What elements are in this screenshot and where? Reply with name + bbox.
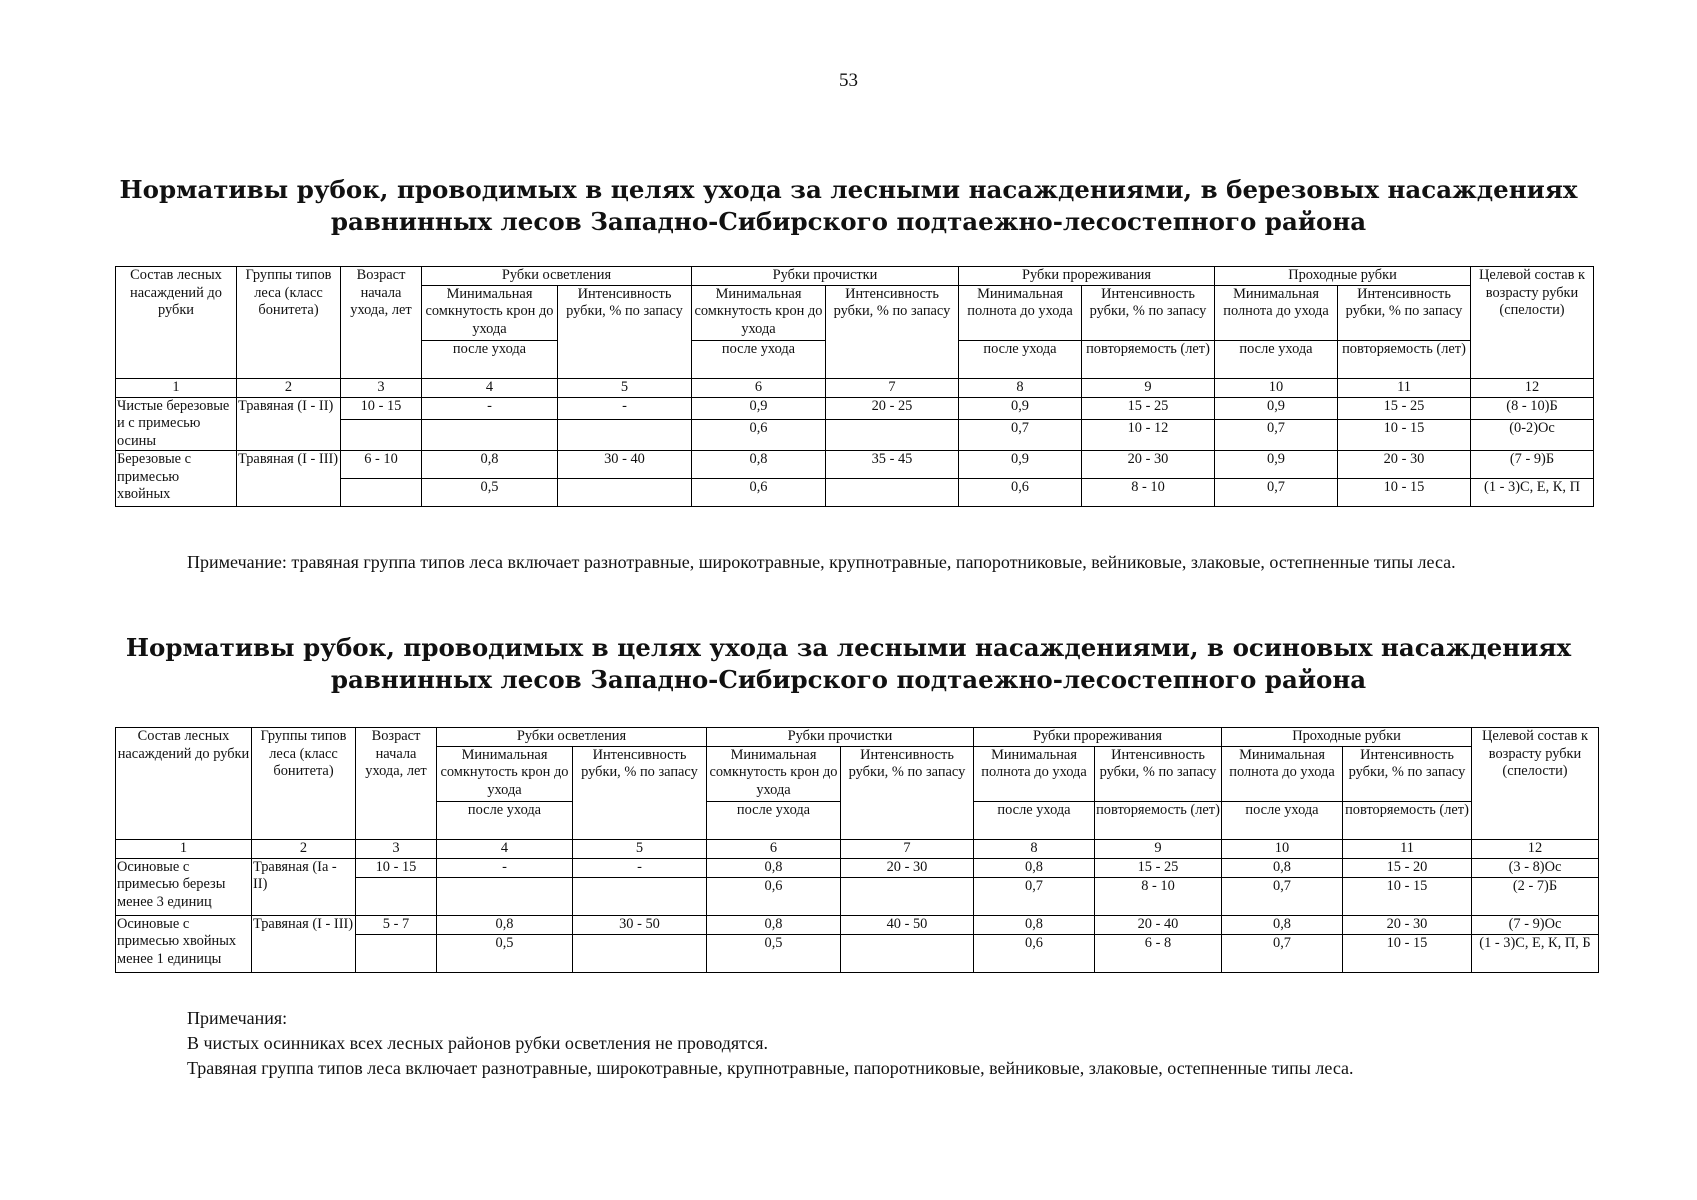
age-cell: 5 - 7 <box>356 915 437 934</box>
col-number: 5 <box>573 839 707 858</box>
data-cell: 20 - 30 <box>1082 451 1215 479</box>
age-cell: 6 - 10 <box>341 451 422 479</box>
data-cell <box>558 479 692 507</box>
header-row <box>116 728 1599 747</box>
data-cell: 15 - 25 <box>1095 858 1222 877</box>
section2-title-line1: Нормативы рубок, проводимых в целях ухода за лесными насаждениями, в осиновых насаждениях <box>125 633 1572 662</box>
col-number: 6 <box>692 378 826 397</box>
col-number: 8 <box>974 839 1095 858</box>
data-cell: 35 - 45 <box>826 451 959 479</box>
col-number: 3 <box>341 378 422 397</box>
header-intensity: Интенсивность рубки, % по запасу <box>826 285 959 378</box>
data-cell <box>437 877 573 915</box>
age-cell <box>356 934 437 972</box>
col-number: 11 <box>1338 378 1471 397</box>
header-start-age: Возраст начала ухода, лет <box>356 728 437 840</box>
header-composition: Состав лесных насаждений до рубки <box>116 728 252 840</box>
notes-heading: Примечания: <box>187 1008 288 1028</box>
note-line: В чистых осинниках всех лесных районов рубки осветления не проводятся. <box>187 1033 769 1053</box>
data-cell <box>841 934 974 972</box>
header-min-closure: Минимальная сомкнутость крон до ухода <box>422 285 558 340</box>
page-number: 53 <box>839 70 858 91</box>
target-cell: (1 - 3)С, Е, К, П <box>1471 479 1594 507</box>
col-number: 9 <box>1082 378 1215 397</box>
target-cell: (8 - 10)Б <box>1471 397 1594 420</box>
header-intensity: Интенсивность рубки, % по запасу <box>1095 746 1222 801</box>
data-cell: 10 - 15 <box>1338 420 1471 451</box>
header-target: Целевой состав к возрасту рубки (спелости) <box>1471 267 1594 379</box>
col-number: 4 <box>437 839 573 858</box>
data-cell: 30 - 50 <box>573 915 707 934</box>
data-cell: 0,8 <box>1222 915 1343 934</box>
data-cell <box>826 420 959 451</box>
header-row <box>116 267 1594 286</box>
header-intensity: Интенсивность рубки, % по запасу <box>1082 285 1215 340</box>
data-cell: 10 - 15 <box>1343 877 1472 915</box>
col-number: 3 <box>356 839 437 858</box>
data-cell: 6 - 8 <box>1095 934 1222 972</box>
data-cell: 30 - 40 <box>558 451 692 479</box>
data-cell <box>573 934 707 972</box>
table-row <box>116 915 1599 934</box>
data-cell: 0,6 <box>707 877 841 915</box>
data-cell: 0,6 <box>692 479 826 507</box>
age-cell <box>341 420 422 451</box>
column-numbers-row <box>116 839 1599 858</box>
age-cell: 10 - 15 <box>341 397 422 420</box>
data-cell: 0,6 <box>974 934 1095 972</box>
header-after-care: после ухода <box>1222 801 1343 839</box>
header-min-closure: Минимальная сомкнутость крон до ухода <box>437 746 573 801</box>
composition-cell: Осиновые с примесью хвойных менее 1 единицы <box>116 915 252 972</box>
target-cell: (1 - 3)С, Е, К, П, Б <box>1472 934 1599 972</box>
table-row <box>116 858 1599 877</box>
data-cell: 0,9 <box>959 451 1082 479</box>
target-cell: (2 - 7)Б <box>1472 877 1599 915</box>
forest-group-cell: Травяная (I - III) <box>237 451 341 507</box>
header-min-density: Минимальная полнота до ухода <box>1222 746 1343 801</box>
header-min-closure: Минимальная сомкнутость крон до ухода <box>707 746 841 801</box>
data-cell: 0,8 <box>707 858 841 877</box>
header-after-care: после ухода <box>1215 340 1338 378</box>
data-cell: 20 - 40 <box>1095 915 1222 934</box>
col-number: 10 <box>1215 378 1338 397</box>
header-passage: Проходные рубки <box>1222 728 1472 747</box>
col-number: 8 <box>959 378 1082 397</box>
data-cell: 8 - 10 <box>1082 479 1215 507</box>
header-intensity: Интенсивность рубки, % по запасу <box>1343 746 1472 801</box>
col-number: 11 <box>1343 839 1472 858</box>
col-number: 1 <box>116 378 237 397</box>
data-cell: 0,7 <box>959 420 1082 451</box>
header-repeat: повторяемость (лет) <box>1338 340 1471 378</box>
header-min-density: Минимальная полнота до ухода <box>959 285 1082 340</box>
data-cell: - <box>558 397 692 420</box>
col-number: 7 <box>841 839 974 858</box>
data-cell: 0,8 <box>974 915 1095 934</box>
header-target: Целевой состав к возрасту рубки (спелости) <box>1472 728 1599 840</box>
header-after-care: после ухода <box>974 801 1095 839</box>
data-cell: 15 - 20 <box>1343 858 1472 877</box>
data-cell <box>573 877 707 915</box>
col-number: 9 <box>1095 839 1222 858</box>
column-numbers-row <box>116 378 1594 397</box>
data-cell: 0,7 <box>1215 420 1338 451</box>
header-after-care: после ухода <box>422 340 558 378</box>
data-cell: - <box>422 397 558 420</box>
data-cell: 0,9 <box>692 397 826 420</box>
data-cell: - <box>437 858 573 877</box>
data-cell <box>841 877 974 915</box>
data-cell: 0,5 <box>707 934 841 972</box>
header-repeat: повторяемость (лет) <box>1343 801 1472 839</box>
age-cell <box>341 479 422 507</box>
header-cleaning: Рубки прочистки <box>692 267 959 286</box>
col-number: 10 <box>1222 839 1343 858</box>
col-number: 1 <box>116 839 252 858</box>
table-row <box>116 451 1594 479</box>
col-number: 6 <box>707 839 841 858</box>
composition-cell: Чистые березовые и с примесью осины <box>116 397 237 451</box>
header-thinning: Рубки прореживания <box>959 267 1215 286</box>
data-cell: - <box>573 858 707 877</box>
header-forest-groups: Группы типов леса (класс бонитета) <box>237 267 341 379</box>
col-number: 12 <box>1472 839 1599 858</box>
forest-group-cell: Травяная (I - II) <box>237 397 341 451</box>
data-cell: 0,7 <box>974 877 1095 915</box>
col-number: 2 <box>252 839 356 858</box>
data-cell: 20 - 30 <box>1343 915 1472 934</box>
data-cell: 0,7 <box>1222 877 1343 915</box>
data-cell: 0,5 <box>437 934 573 972</box>
target-cell: (7 - 9)Б <box>1471 451 1594 479</box>
data-cell: 0,5 <box>422 479 558 507</box>
aspen-norms-table <box>115 727 1599 973</box>
table-row <box>116 397 1594 420</box>
data-cell: 8 - 10 <box>1095 877 1222 915</box>
section1-title-line2: равнинных лесов Западно-Сибирского подтаежно-лесостепного района <box>330 207 1367 236</box>
header-after-care: после ухода <box>707 801 841 839</box>
data-cell <box>422 420 558 451</box>
forest-group-cell: Травяная (Iа - II) <box>252 858 356 915</box>
data-cell: 20 - 30 <box>1338 451 1471 479</box>
header-lightening: Рубки осветления <box>422 267 692 286</box>
data-cell: 0,8 <box>707 915 841 934</box>
header-min-density: Минимальная полнота до ухода <box>974 746 1095 801</box>
header-intensity: Интенсивность рубки, % по запасу <box>573 746 707 839</box>
header-intensity: Интенсивность рубки, % по запасу <box>841 746 974 839</box>
header-intensity: Интенсивность рубки, % по запасу <box>558 285 692 378</box>
header-lightening: Рубки осветления <box>437 728 707 747</box>
header-after-care: после ухода <box>437 801 573 839</box>
data-cell: 0,9 <box>1215 451 1338 479</box>
header-forest-groups: Группы типов леса (класс бонитета) <box>252 728 356 840</box>
section1-note: Примечание: травяная группа типов леса включает разнотравные, широкотравные, крупнотравные, папоротниковые, вейниковые, злаковые, остепненные типы леса. <box>187 552 1456 572</box>
data-cell: 0,8 <box>974 858 1095 877</box>
section2-title <box>0 632 1697 696</box>
note-line: Травяная группа типов леса включает разнотравные, широкотравные, крупнотравные, папоротниковые, вейниковые, злаковые, остепненные типы леса. <box>187 1058 1354 1078</box>
composition-cell: Осиновые с примесью березы менее 3 единиц <box>116 858 252 915</box>
header-start-age: Возраст начала ухода, лет <box>341 267 422 379</box>
header-composition: Состав лесных насаждений до рубки <box>116 267 237 379</box>
header-after-care: после ухода <box>959 340 1082 378</box>
col-number: 2 <box>237 378 341 397</box>
data-cell: 0,7 <box>1222 934 1343 972</box>
composition-cell: Березовые с примесью хвойных <box>116 451 237 507</box>
header-intensity: Интенсивность рубки, % по запасу <box>1338 285 1471 340</box>
data-cell: 0,6 <box>959 479 1082 507</box>
data-cell: 0,8 <box>437 915 573 934</box>
data-cell: 0,7 <box>1215 479 1338 507</box>
header-min-closure: Минимальная сомкнутость крон до ухода <box>692 285 826 340</box>
col-number: 5 <box>558 378 692 397</box>
data-cell: 15 - 25 <box>1082 397 1215 420</box>
header-passage: Проходные рубки <box>1215 267 1471 286</box>
target-cell: (3 - 8)Ос <box>1472 858 1599 877</box>
data-cell: 20 - 25 <box>826 397 959 420</box>
header-min-density: Минимальная полнота до ухода <box>1215 285 1338 340</box>
header-cleaning: Рубки прочистки <box>707 728 974 747</box>
data-cell: 40 - 50 <box>841 915 974 934</box>
data-cell <box>826 479 959 507</box>
data-cell: 0,8 <box>692 451 826 479</box>
header-thinning: Рубки прореживания <box>974 728 1222 747</box>
data-cell: 20 - 30 <box>841 858 974 877</box>
col-number: 7 <box>826 378 959 397</box>
data-cell: 15 - 25 <box>1338 397 1471 420</box>
target-cell: (7 - 9)Ос <box>1472 915 1599 934</box>
age-cell <box>356 877 437 915</box>
target-cell: (0-2)Ос <box>1471 420 1594 451</box>
col-number: 12 <box>1471 378 1594 397</box>
data-cell: 0,8 <box>422 451 558 479</box>
header-repeat: повторяемость (лет) <box>1095 801 1222 839</box>
data-cell: 10 - 15 <box>1343 934 1472 972</box>
section2-title-line2: равнинных лесов Западно-Сибирского подтаежно-лесостепного района <box>330 665 1367 694</box>
section2-notes <box>187 1006 1587 1081</box>
header-after-care: после ухода <box>692 340 826 378</box>
data-cell <box>558 420 692 451</box>
header-repeat: повторяемость (лет) <box>1082 340 1215 378</box>
data-cell: 0,8 <box>1222 858 1343 877</box>
col-number: 4 <box>422 378 558 397</box>
age-cell: 10 - 15 <box>356 858 437 877</box>
section1-title-line1: Нормативы рубок, проводимых в целях ухода за лесными насаждениями, в березовых насаждениях <box>119 175 1578 204</box>
data-cell: 0,9 <box>959 397 1082 420</box>
data-cell: 10 - 15 <box>1338 479 1471 507</box>
birch-norms-table <box>115 266 1594 507</box>
data-cell: 10 - 12 <box>1082 420 1215 451</box>
section1-title <box>0 174 1697 238</box>
data-cell: 0,9 <box>1215 397 1338 420</box>
forest-group-cell: Травяная (I - III) <box>252 915 356 972</box>
data-cell: 0,6 <box>692 420 826 451</box>
